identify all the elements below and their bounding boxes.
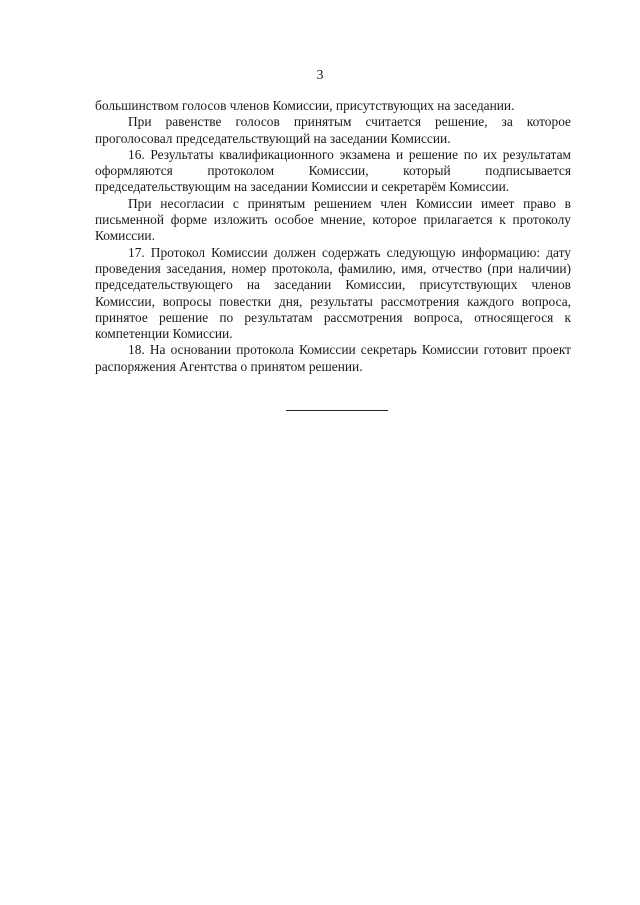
paragraph-17: 17. Протокол Комиссии должен содержать следующую информацию: дату проведения заседания, номер протокола, фамилию, имя, отчество (при наличии) председательствующего на заседании Комиссии, присутствующих членов Комиссии, вопросы повестки дня, результаты рассмотрения каждого вопроса, принятое решение по результатам рассмотрения вопроса, относящегося к компетенции Комиссии. xyxy=(95,244,571,342)
paragraph-16: 16. Результаты квалификационного экзамена и решение по их результатам оформляются протоколом Комиссии, который подписывается председательствующим на заседании Комиссии и секретарём Комиссии. xyxy=(95,146,571,195)
end-divider xyxy=(286,410,388,411)
paragraph-18: 18. На основании протокола Комиссии секретарь Комиссии готовит проект распоряжения Агентства о принятом решении. xyxy=(95,342,571,374)
paragraph-dissent: При несогласии с принятым решением член Комиссии имеет право в письменной форме изложить особое мнение, которое прилагается к протоколу Комиссии. xyxy=(95,195,571,244)
document-body xyxy=(95,98,571,375)
paragraph-equal-votes: При равенстве голосов принятым считается решение, за которое проголосовал председательствующий на заседании Комиссии. xyxy=(95,114,571,146)
page-number: 3 xyxy=(316,68,324,83)
paragraph-continuation: большинством голосов членов Комиссии, присутствующих на заседании. xyxy=(95,98,515,113)
